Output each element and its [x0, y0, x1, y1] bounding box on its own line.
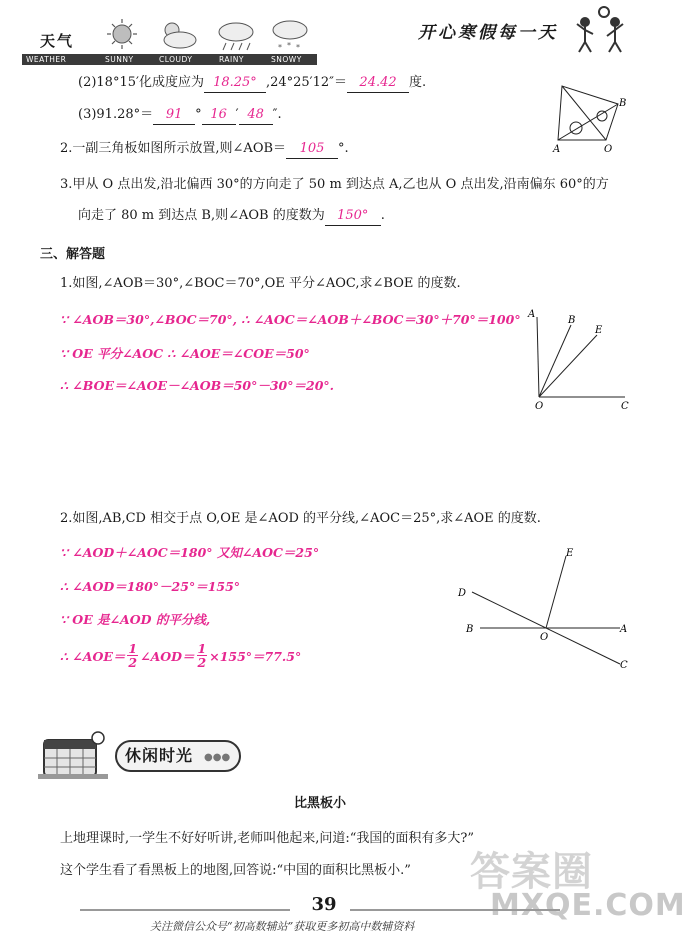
- question-2: 2.一副三角板如图所示放置,则∠AOB＝ 105 °.: [60, 140, 349, 159]
- problem-2-solution-line: ∴ ∠AOD＝180°－25°＝155°: [60, 579, 241, 594]
- cloudy-label: CLOUDY: [159, 55, 193, 64]
- label-E: E: [566, 548, 574, 559]
- triangle-hole: [570, 122, 582, 134]
- problem-2-final-line: ∴ ∠AOE＝ $\frac{1}{2}$ ∠AOD＝ $\frac{1}{2}$ ×155°＝77.5°: [60, 641, 302, 670]
- triangle-diagonal: [558, 104, 618, 140]
- svg-text:*: *: [296, 43, 300, 52]
- svg-text:*: *: [287, 41, 291, 50]
- snowy-icon: [273, 21, 307, 52]
- problem-1-question: 1.如图,∠AOB＝30°,∠BOC＝70°,OE 平分∠AOC,求∠BOE 的度数.: [60, 276, 461, 291]
- sunny-label: SUNNY: [105, 55, 134, 64]
- answer-blank: 24.42: [347, 74, 409, 93]
- sun-icon: [107, 19, 137, 49]
- answer-blank: 48: [239, 106, 273, 125]
- triangle-set-figure: [548, 82, 630, 154]
- answer-blank: 91: [153, 106, 195, 125]
- label-B: B: [568, 315, 576, 326]
- svg-text:*: *: [278, 43, 282, 52]
- people-icon: ●●●: [204, 752, 231, 763]
- rainy-icon: [219, 23, 253, 50]
- header-slogan: 开心寒假每一天: [418, 23, 558, 43]
- label-B: B: [466, 624, 474, 635]
- answer-blank: 16: [202, 106, 236, 125]
- problem-1-solution-line: ∵ OE 平分∠AOC ∴ ∠AOE＝∠COE＝50°: [60, 346, 310, 361]
- story-line: 这个学生看了看黑板上的地图,回答说:“中国的面积比黑板小.”: [60, 863, 411, 878]
- story-title: 比黑板小: [293, 796, 346, 811]
- problem-2-solution-line: ∵ OE 是∠AOD 的平分线,: [60, 612, 211, 627]
- label-B: B: [619, 98, 627, 109]
- triangle-diagonal: [562, 86, 606, 140]
- watermark-logo: 答案圈: [470, 849, 593, 895]
- problem-2-question: 2.如图,AB,CD 相交于点 O,OE 是∠AOD 的平分线,∠AOC＝25°,求∠AOE 的度数.: [60, 511, 541, 526]
- label-D: D: [458, 588, 467, 599]
- problem-2-solution-line: ∵ ∠AOD＋∠AOC＝180° 又知∠AOC＝25°: [60, 545, 320, 560]
- label-E: E: [595, 325, 603, 336]
- problem-1-solution-line: ∵ ∠AOB＝30°,∠BOC＝70°, ∴ ∠AOC＝∠AOB＋∠BOC＝30°＋70°＝100°: [60, 312, 521, 327]
- weather-label: WEATHER: [26, 55, 67, 64]
- kids-icon: [577, 7, 623, 52]
- question-convert-1: (2)18°15′化成度应为 18.25° ,24°25′12″＝ 24.42 度.: [78, 74, 426, 93]
- label-O: O: [540, 632, 549, 643]
- label-A: A: [553, 144, 561, 155]
- calendar-icon: [38, 730, 110, 780]
- question-3-line1: 3.甲从 O 点出发,沿北偏西 30°的方向走了 50 m 到达点 A,乙也从 O 点出发,沿南偏东 60°的方: [60, 177, 609, 192]
- label-O: O: [535, 401, 544, 412]
- snowy-label: SNOWY: [271, 55, 302, 64]
- label-A: A: [528, 309, 536, 320]
- label-O: O: [604, 144, 613, 155]
- answer-blank: 105: [286, 140, 338, 159]
- rainy-label: RAINY: [219, 55, 244, 64]
- cloudy-icon: [164, 23, 196, 48]
- angle-figure-2: [450, 540, 635, 675]
- weather-title: 天气: [40, 32, 75, 50]
- question-3-line2: 向走了 80 m 到达点 B,则∠AOB 的度数为 150° .: [78, 207, 385, 226]
- question-convert-2: (3)91.28°＝ 91 ° 16 ′ 48 ″.: [78, 106, 282, 125]
- story-line: 上地理课时,一学生不好好听讲,老师叫他起来,问道:“我国的面积有多大?”: [60, 831, 475, 846]
- ray-OA: [537, 317, 539, 397]
- fraction: $\frac{1}{2}$: [128, 641, 138, 670]
- watermark-url: MXQE.COM: [490, 888, 686, 923]
- problem-1-solution-line: ∴ ∠BOE＝∠AOE－∠AOB＝50°－30°＝20°.: [60, 378, 334, 393]
- triangle-outline: [558, 86, 618, 140]
- leisure-title: 休闲时光: [125, 746, 194, 765]
- section-title: 三、解答题: [40, 247, 106, 262]
- answer-blank: 150°: [325, 207, 381, 226]
- weather-label-strip: [22, 54, 317, 65]
- label-C: C: [621, 401, 629, 412]
- page-number: 39: [311, 894, 337, 915]
- answer-blank: 18.25°: [204, 74, 266, 93]
- fraction: $\frac{1}{2}$: [197, 641, 207, 670]
- ray-OB: [539, 325, 571, 397]
- ray-OE: [546, 556, 566, 628]
- label-C: C: [620, 660, 628, 671]
- label-A: A: [620, 624, 628, 635]
- angle-figure-1: [525, 305, 635, 415]
- ray-OE: [539, 335, 597, 397]
- footer-text: 关注微信公众号“初高数辅站”获取更多初高中数辅资料: [150, 920, 415, 933]
